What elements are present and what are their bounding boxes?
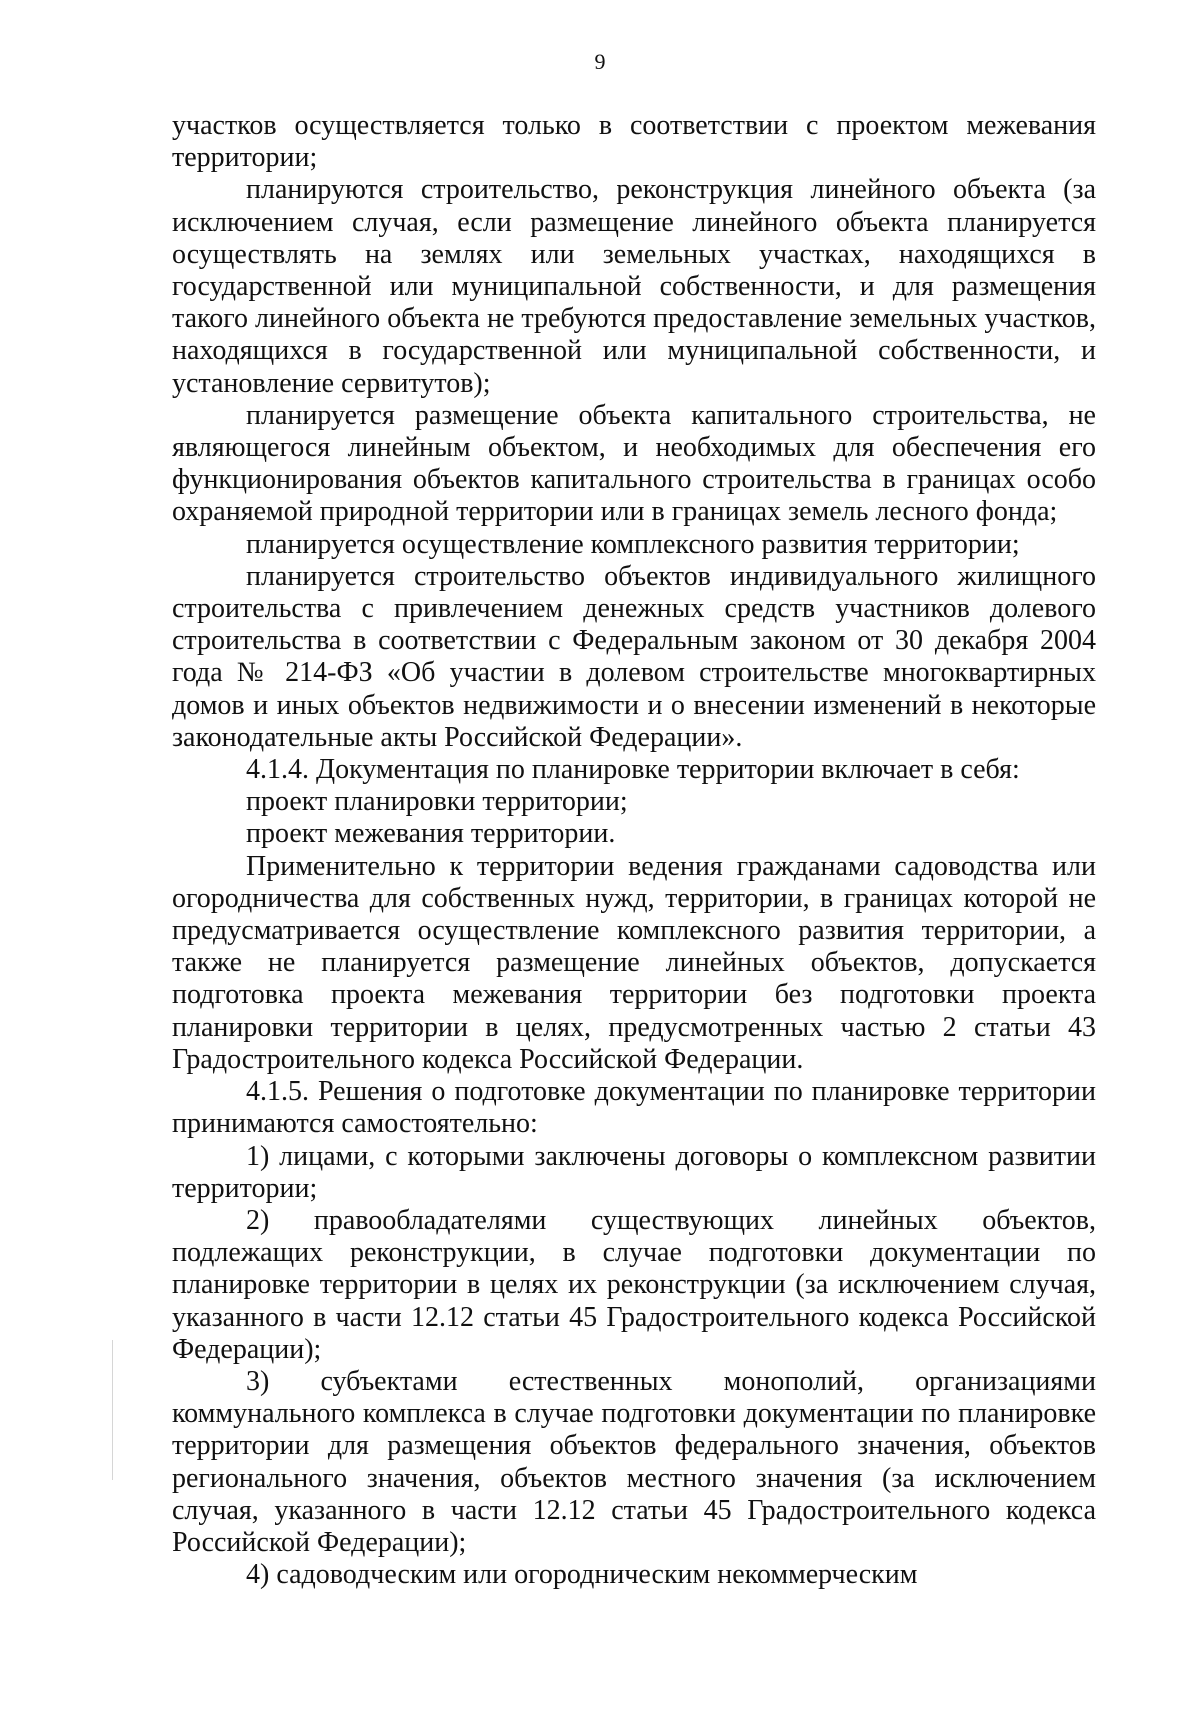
paragraph-complex-development: планируется осуществление комплексного развития территории; — [246, 528, 1020, 560]
paragraph-planning-project: проект планировки территории; — [246, 786, 628, 818]
list-item-1: 1) лицами, с которыми заключены договоры о комплексном развитии территории; — [172, 1140, 1096, 1204]
paragraph-gardening-territory: Применительно к территории ведения гражданами садоводства или огородничества для собственных нужд, территории, в границах которой не предусматривается осуществление комплексного развития территории, а также не планируется размещение линейных объектов, допускается подготовка проекта межевания территории без подготовки проекта планировки территории в целях, предусмотренных частью 2 статьи 43 Градостроительного кодекса Российской Федерации. — [172, 850, 1096, 1075]
document-body — [172, 110, 1096, 1591]
paragraph-linear-object: планируются строительство, реконструкция линейного объекта (за исключением случая, если размещение линейного объекта планируется осуществлять на землях или земельных участках, находящихся в государственной или муниципальной собственности, и для размещения такого линейного объекта не требуются предоставление земельных участков, находящихся в государственной или муниципальной собственности, и установление сервитутов); — [172, 174, 1096, 399]
list-item-4: 4) садоводческим или огородническим некоммерческим — [246, 1559, 918, 1591]
paragraph-4-1-5: 4.1.5. Решения о подготовке документации по планировке территории принимаются самостоятельно: — [172, 1076, 1096, 1140]
margin-scan-line — [112, 1340, 113, 1480]
list-item-3: 3) субъектами естественных монополий, организациями коммунального комплекса в случае подготовки документации по планировке территории для размещения объектов федерального значения, объектов регионального значения, объектов местного значения (за исключением случая, указанного в части 12.12 статьи 45 Градостроительного кодекса Российской Федерации); — [172, 1365, 1096, 1558]
paragraph-capital-construction: планируется размещение объекта капитального строительства, не являющегося линейным объектом, и необходимых для обеспечения его функционирования объектов капитального строительства в границах особо охраняемой природной территории или в границах земель лесного фонда; — [172, 399, 1096, 528]
paragraph-individual-housing: планируется строительство объектов индивидуального жилищного строительства с привлечением денежных средств участников долевого строительства в соответствии с Федеральным законом от 30 декабря 2004 года № 214-ФЗ «Об участии в долевом строительстве многоквартирных домов и иных объектов недвижимости и о внесении изменений в некоторые законодательные акты Российской Федерации». — [172, 560, 1096, 753]
paragraph-continuation: участков осуществляется только в соответствии с проектом межевания территории; — [172, 110, 1096, 174]
paragraph-survey-project: проект межевания территории. — [246, 818, 616, 850]
list-item-2: 2) правообладателями существующих линейных объектов, подлежащих реконструкции, в случае подготовки документации по планировке территории в целях их реконструкции (за исключением случая, указанного в части 12.12 статьи 45 Градостроительного кодекса Российской Федерации); — [172, 1204, 1096, 1365]
paragraph-4-1-4: 4.1.4. Документация по планировке территории включает в себя: — [246, 754, 1020, 786]
page-number: 9 — [594, 49, 606, 74]
